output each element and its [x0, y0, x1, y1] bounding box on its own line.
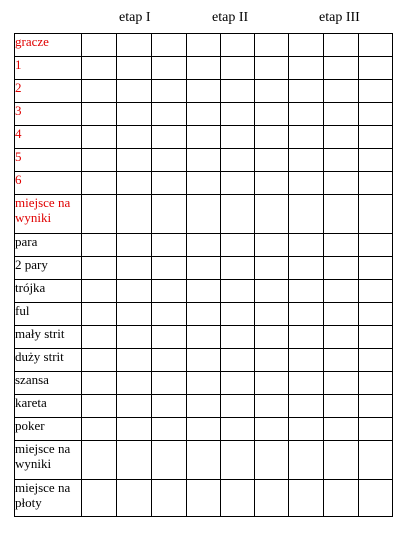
stage-label-2: etap II — [212, 10, 249, 25]
score-cell[interactable] — [187, 195, 221, 234]
score-cell[interactable] — [152, 349, 187, 372]
score-cell[interactable] — [255, 280, 289, 303]
score-cell[interactable] — [289, 149, 324, 172]
row-label: 1 — [15, 57, 82, 80]
table-row — [15, 372, 393, 395]
row-label: 3 — [15, 103, 82, 126]
score-cell[interactable] — [117, 80, 152, 103]
score-cell[interactable] — [117, 257, 152, 280]
score-cell[interactable] — [255, 149, 289, 172]
table-row — [15, 395, 393, 418]
score-cell[interactable] — [289, 280, 324, 303]
score-cell[interactable] — [82, 103, 117, 126]
score-cell[interactable] — [289, 34, 324, 57]
score-cell[interactable] — [117, 326, 152, 349]
score-cell[interactable] — [82, 234, 117, 257]
score-cell[interactable] — [324, 234, 359, 257]
score-cell[interactable] — [82, 349, 117, 372]
row-label: 2 — [15, 80, 82, 103]
score-cell[interactable] — [152, 480, 187, 517]
table-row — [15, 480, 393, 517]
score-cell[interactable] — [289, 395, 324, 418]
score-cell[interactable] — [289, 103, 324, 126]
score-cell[interactable] — [289, 441, 324, 480]
score-cell[interactable] — [289, 326, 324, 349]
score-cell[interactable] — [359, 103, 393, 126]
score-cell[interactable] — [324, 441, 359, 480]
score-cell[interactable] — [117, 480, 152, 517]
score-cell[interactable] — [221, 195, 255, 234]
score-cell[interactable] — [221, 395, 255, 418]
score-cell[interactable] — [117, 149, 152, 172]
score-cell[interactable] — [324, 57, 359, 80]
score-cell[interactable] — [152, 80, 187, 103]
table-row — [15, 349, 393, 372]
score-cell[interactable] — [324, 395, 359, 418]
score-cell[interactable] — [82, 280, 117, 303]
score-cell[interactable] — [324, 280, 359, 303]
row-label: 4 — [15, 126, 82, 149]
score-cell[interactable] — [255, 172, 289, 195]
score-cell[interactable] — [152, 418, 187, 441]
score-cell[interactable] — [324, 257, 359, 280]
score-cell[interactable] — [82, 57, 117, 80]
score-cell[interactable] — [221, 234, 255, 257]
score-cell[interactable] — [187, 80, 221, 103]
score-cell[interactable] — [324, 349, 359, 372]
score-cell[interactable] — [82, 257, 117, 280]
score-cell[interactable] — [82, 303, 117, 326]
stage-label-1: etap I — [119, 10, 151, 25]
score-cell[interactable] — [117, 103, 152, 126]
score-cell[interactable] — [289, 257, 324, 280]
score-cell[interactable] — [289, 418, 324, 441]
score-cell[interactable] — [221, 418, 255, 441]
score-cell[interactable] — [82, 441, 117, 480]
score-cell[interactable] — [255, 126, 289, 149]
score-cell[interactable] — [117, 172, 152, 195]
score-cell[interactable] — [82, 80, 117, 103]
table-row — [15, 149, 393, 172]
score-cell[interactable] — [324, 80, 359, 103]
score-cell[interactable] — [152, 280, 187, 303]
row-label: kareta — [15, 395, 82, 418]
score-cell[interactable] — [117, 303, 152, 326]
score-sheet-table — [14, 33, 393, 517]
score-cell[interactable] — [359, 349, 393, 372]
score-cell[interactable] — [255, 234, 289, 257]
score-cell[interactable] — [221, 303, 255, 326]
score-cell[interactable] — [152, 126, 187, 149]
score-cell[interactable] — [117, 280, 152, 303]
score-cell[interactable] — [221, 34, 255, 57]
score-cell[interactable] — [289, 57, 324, 80]
score-cell[interactable] — [289, 372, 324, 395]
score-cell[interactable] — [187, 280, 221, 303]
score-cell[interactable] — [187, 126, 221, 149]
score-cell[interactable] — [187, 103, 221, 126]
score-cell[interactable] — [187, 34, 221, 57]
score-cell[interactable] — [187, 418, 221, 441]
score-cell[interactable] — [152, 257, 187, 280]
score-cell[interactable] — [152, 103, 187, 126]
score-cell[interactable] — [324, 418, 359, 441]
score-cell[interactable] — [359, 80, 393, 103]
score-cell[interactable] — [221, 326, 255, 349]
score-cell[interactable] — [359, 149, 393, 172]
score-cell[interactable] — [255, 441, 289, 480]
score-cell[interactable] — [359, 372, 393, 395]
score-cell[interactable] — [359, 441, 393, 480]
score-cell[interactable] — [117, 395, 152, 418]
score-cell[interactable] — [187, 480, 221, 517]
score-cell[interactable] — [289, 126, 324, 149]
score-cell[interactable] — [117, 234, 152, 257]
row-label: duży strit — [15, 349, 82, 372]
score-cell[interactable] — [255, 103, 289, 126]
row-label: mały strit — [15, 326, 82, 349]
score-cell[interactable] — [324, 126, 359, 149]
score-cell[interactable] — [187, 149, 221, 172]
table-row — [15, 57, 393, 80]
score-cell[interactable] — [324, 480, 359, 517]
score-cell[interactable] — [324, 372, 359, 395]
score-cell[interactable] — [117, 126, 152, 149]
score-cell[interactable] — [117, 372, 152, 395]
score-cell[interactable] — [289, 172, 324, 195]
score-cell[interactable] — [117, 34, 152, 57]
score-cell[interactable] — [117, 195, 152, 234]
score-cell[interactable] — [221, 149, 255, 172]
table-row — [15, 418, 393, 441]
stage-label-3: etap III — [319, 10, 360, 25]
table-row — [15, 172, 393, 195]
score-cell[interactable] — [221, 441, 255, 480]
table-row — [15, 80, 393, 103]
score-cell[interactable] — [152, 441, 187, 480]
score-cell[interactable] — [152, 34, 187, 57]
score-cell[interactable] — [359, 195, 393, 234]
table-row — [15, 34, 393, 57]
score-cell[interactable] — [255, 480, 289, 517]
score-cell[interactable] — [359, 418, 393, 441]
row-label: trójka — [15, 280, 82, 303]
table-row — [15, 280, 393, 303]
row-label: para — [15, 234, 82, 257]
table-row — [15, 234, 393, 257]
score-cell[interactable] — [82, 480, 117, 517]
score-cell[interactable] — [221, 126, 255, 149]
score-cell[interactable] — [82, 34, 117, 57]
score-cell[interactable] — [359, 395, 393, 418]
row-label: 5 — [15, 149, 82, 172]
row-label: poker — [15, 418, 82, 441]
score-cell[interactable] — [359, 234, 393, 257]
score-cell[interactable] — [359, 480, 393, 517]
score-cell[interactable] — [255, 80, 289, 103]
score-cell[interactable] — [82, 326, 117, 349]
score-cell[interactable] — [324, 195, 359, 234]
score-cell[interactable] — [359, 126, 393, 149]
score-cell[interactable] — [117, 418, 152, 441]
score-cell[interactable] — [152, 195, 187, 234]
score-cell[interactable] — [359, 280, 393, 303]
score-cell[interactable] — [221, 349, 255, 372]
score-cell[interactable] — [359, 172, 393, 195]
score-cell[interactable] — [324, 149, 359, 172]
score-cell[interactable] — [82, 126, 117, 149]
row-label: miejsce na płoty — [15, 480, 82, 517]
score-cell[interactable] — [152, 57, 187, 80]
score-cell[interactable] — [255, 34, 289, 57]
score-cell[interactable] — [187, 441, 221, 480]
score-cell[interactable] — [187, 326, 221, 349]
row-label: 2 pary — [15, 257, 82, 280]
score-cell[interactable] — [82, 149, 117, 172]
table-row — [15, 103, 393, 126]
score-cell[interactable] — [221, 172, 255, 195]
score-cell[interactable] — [117, 349, 152, 372]
row-label: szansa — [15, 372, 82, 395]
table-row — [15, 126, 393, 149]
score-cell[interactable] — [187, 395, 221, 418]
score-cell[interactable] — [82, 372, 117, 395]
score-cell[interactable] — [255, 326, 289, 349]
score-cell[interactable] — [255, 57, 289, 80]
score-cell[interactable] — [187, 303, 221, 326]
row-label: 6 — [15, 172, 82, 195]
score-cell[interactable] — [324, 303, 359, 326]
score-cell[interactable] — [82, 395, 117, 418]
score-cell[interactable] — [187, 257, 221, 280]
table-row — [15, 303, 393, 326]
row-label: miejsce na wyniki — [15, 195, 82, 234]
score-cell[interactable] — [82, 195, 117, 234]
score-cell[interactable] — [255, 418, 289, 441]
score-cell[interactable] — [324, 172, 359, 195]
score-cell[interactable] — [289, 480, 324, 517]
score-cell[interactable] — [117, 57, 152, 80]
score-cell[interactable] — [255, 395, 289, 418]
table-row — [15, 195, 393, 234]
score-cell[interactable] — [359, 34, 393, 57]
score-cell[interactable] — [221, 57, 255, 80]
score-cell[interactable] — [152, 234, 187, 257]
score-cell[interactable] — [221, 372, 255, 395]
table-row — [15, 441, 393, 480]
score-cell[interactable] — [359, 257, 393, 280]
score-cell[interactable] — [82, 418, 117, 441]
score-cell[interactable] — [82, 172, 117, 195]
table-row — [15, 257, 393, 280]
score-cell[interactable] — [152, 326, 187, 349]
score-cell[interactable] — [152, 395, 187, 418]
score-cell[interactable] — [289, 234, 324, 257]
score-cell[interactable] — [187, 172, 221, 195]
score-cell[interactable] — [324, 326, 359, 349]
row-label: gracze — [15, 34, 82, 57]
score-cell[interactable] — [152, 172, 187, 195]
table-row — [15, 326, 393, 349]
score-cell[interactable] — [152, 149, 187, 172]
score-cell[interactable] — [221, 280, 255, 303]
score-cell[interactable] — [221, 103, 255, 126]
score-cell[interactable] — [152, 303, 187, 326]
score-cell[interactable] — [359, 303, 393, 326]
score-cell[interactable] — [187, 349, 221, 372]
score-cell[interactable] — [324, 34, 359, 57]
score-cell[interactable] — [221, 480, 255, 517]
score-cell[interactable] — [324, 103, 359, 126]
score-cell[interactable] — [117, 441, 152, 480]
score-cell[interactable] — [255, 195, 289, 234]
score-cell[interactable] — [289, 349, 324, 372]
score-cell[interactable] — [289, 303, 324, 326]
score-cell[interactable] — [187, 372, 221, 395]
score-cell[interactable] — [359, 326, 393, 349]
score-cell[interactable] — [289, 195, 324, 234]
score-cell[interactable] — [359, 57, 393, 80]
score-cell[interactable] — [255, 349, 289, 372]
score-cell[interactable] — [255, 257, 289, 280]
score-cell[interactable] — [289, 80, 324, 103]
score-cell[interactable] — [221, 80, 255, 103]
score-cell[interactable] — [187, 57, 221, 80]
score-cell[interactable] — [221, 257, 255, 280]
score-cell[interactable] — [255, 372, 289, 395]
row-label: miejsce na wyniki — [15, 441, 82, 480]
score-cell[interactable] — [152, 372, 187, 395]
row-label: ful — [15, 303, 82, 326]
score-cell[interactable] — [187, 234, 221, 257]
stage-headers — [0, 0, 409, 33]
score-cell[interactable] — [255, 303, 289, 326]
